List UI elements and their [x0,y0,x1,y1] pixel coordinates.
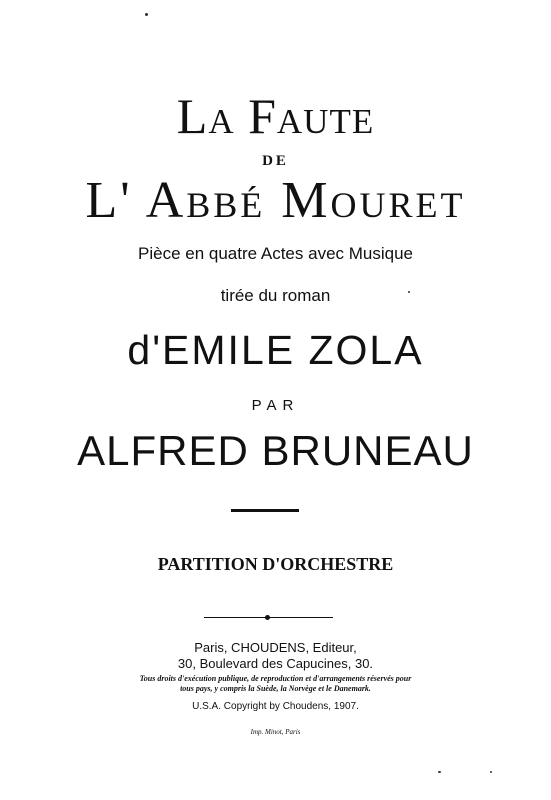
copyright-notice: U.S.A. Copyright by Choudens, 1907. [192,701,359,712]
title-line-2: L' Abbé Mouret [85,172,466,229]
score-type: PARTITION D'ORCHESTRE [157,554,394,574]
rights-notice-line-2: tous pays, y compris la Suède, la Norvège et le Danemark. [180,684,371,693]
divider-ornament [265,615,270,620]
subtitle: Pièce en quatre Actes avec Musique [138,244,413,263]
rights-notice-line-1: Tous droits d'exécution publique, de reproduction et d'arrangements réservés pour [139,674,412,683]
printer-mark: Imp. Minot, Paris [250,728,301,736]
composer-name: ALFRED BRUNEAU [77,427,474,474]
paper-speck [145,13,148,16]
from-novel-text: tirée du roman [220,286,331,305]
title-line-1: La Faute [176,88,375,144]
publisher-address: 30, Boulevard des Capucines, 30. [177,656,374,671]
publisher-line-1: Paris, CHOUDENS, Editeur, [194,640,357,655]
paper-speck [438,771,441,773]
paper-speck [408,291,410,293]
title-de: DE [262,153,289,169]
par-text: PAR [251,397,300,414]
paper-speck [490,771,492,773]
author-name: d'EMILE ZOLA [127,327,424,373]
divider-rule-top [231,509,299,512]
